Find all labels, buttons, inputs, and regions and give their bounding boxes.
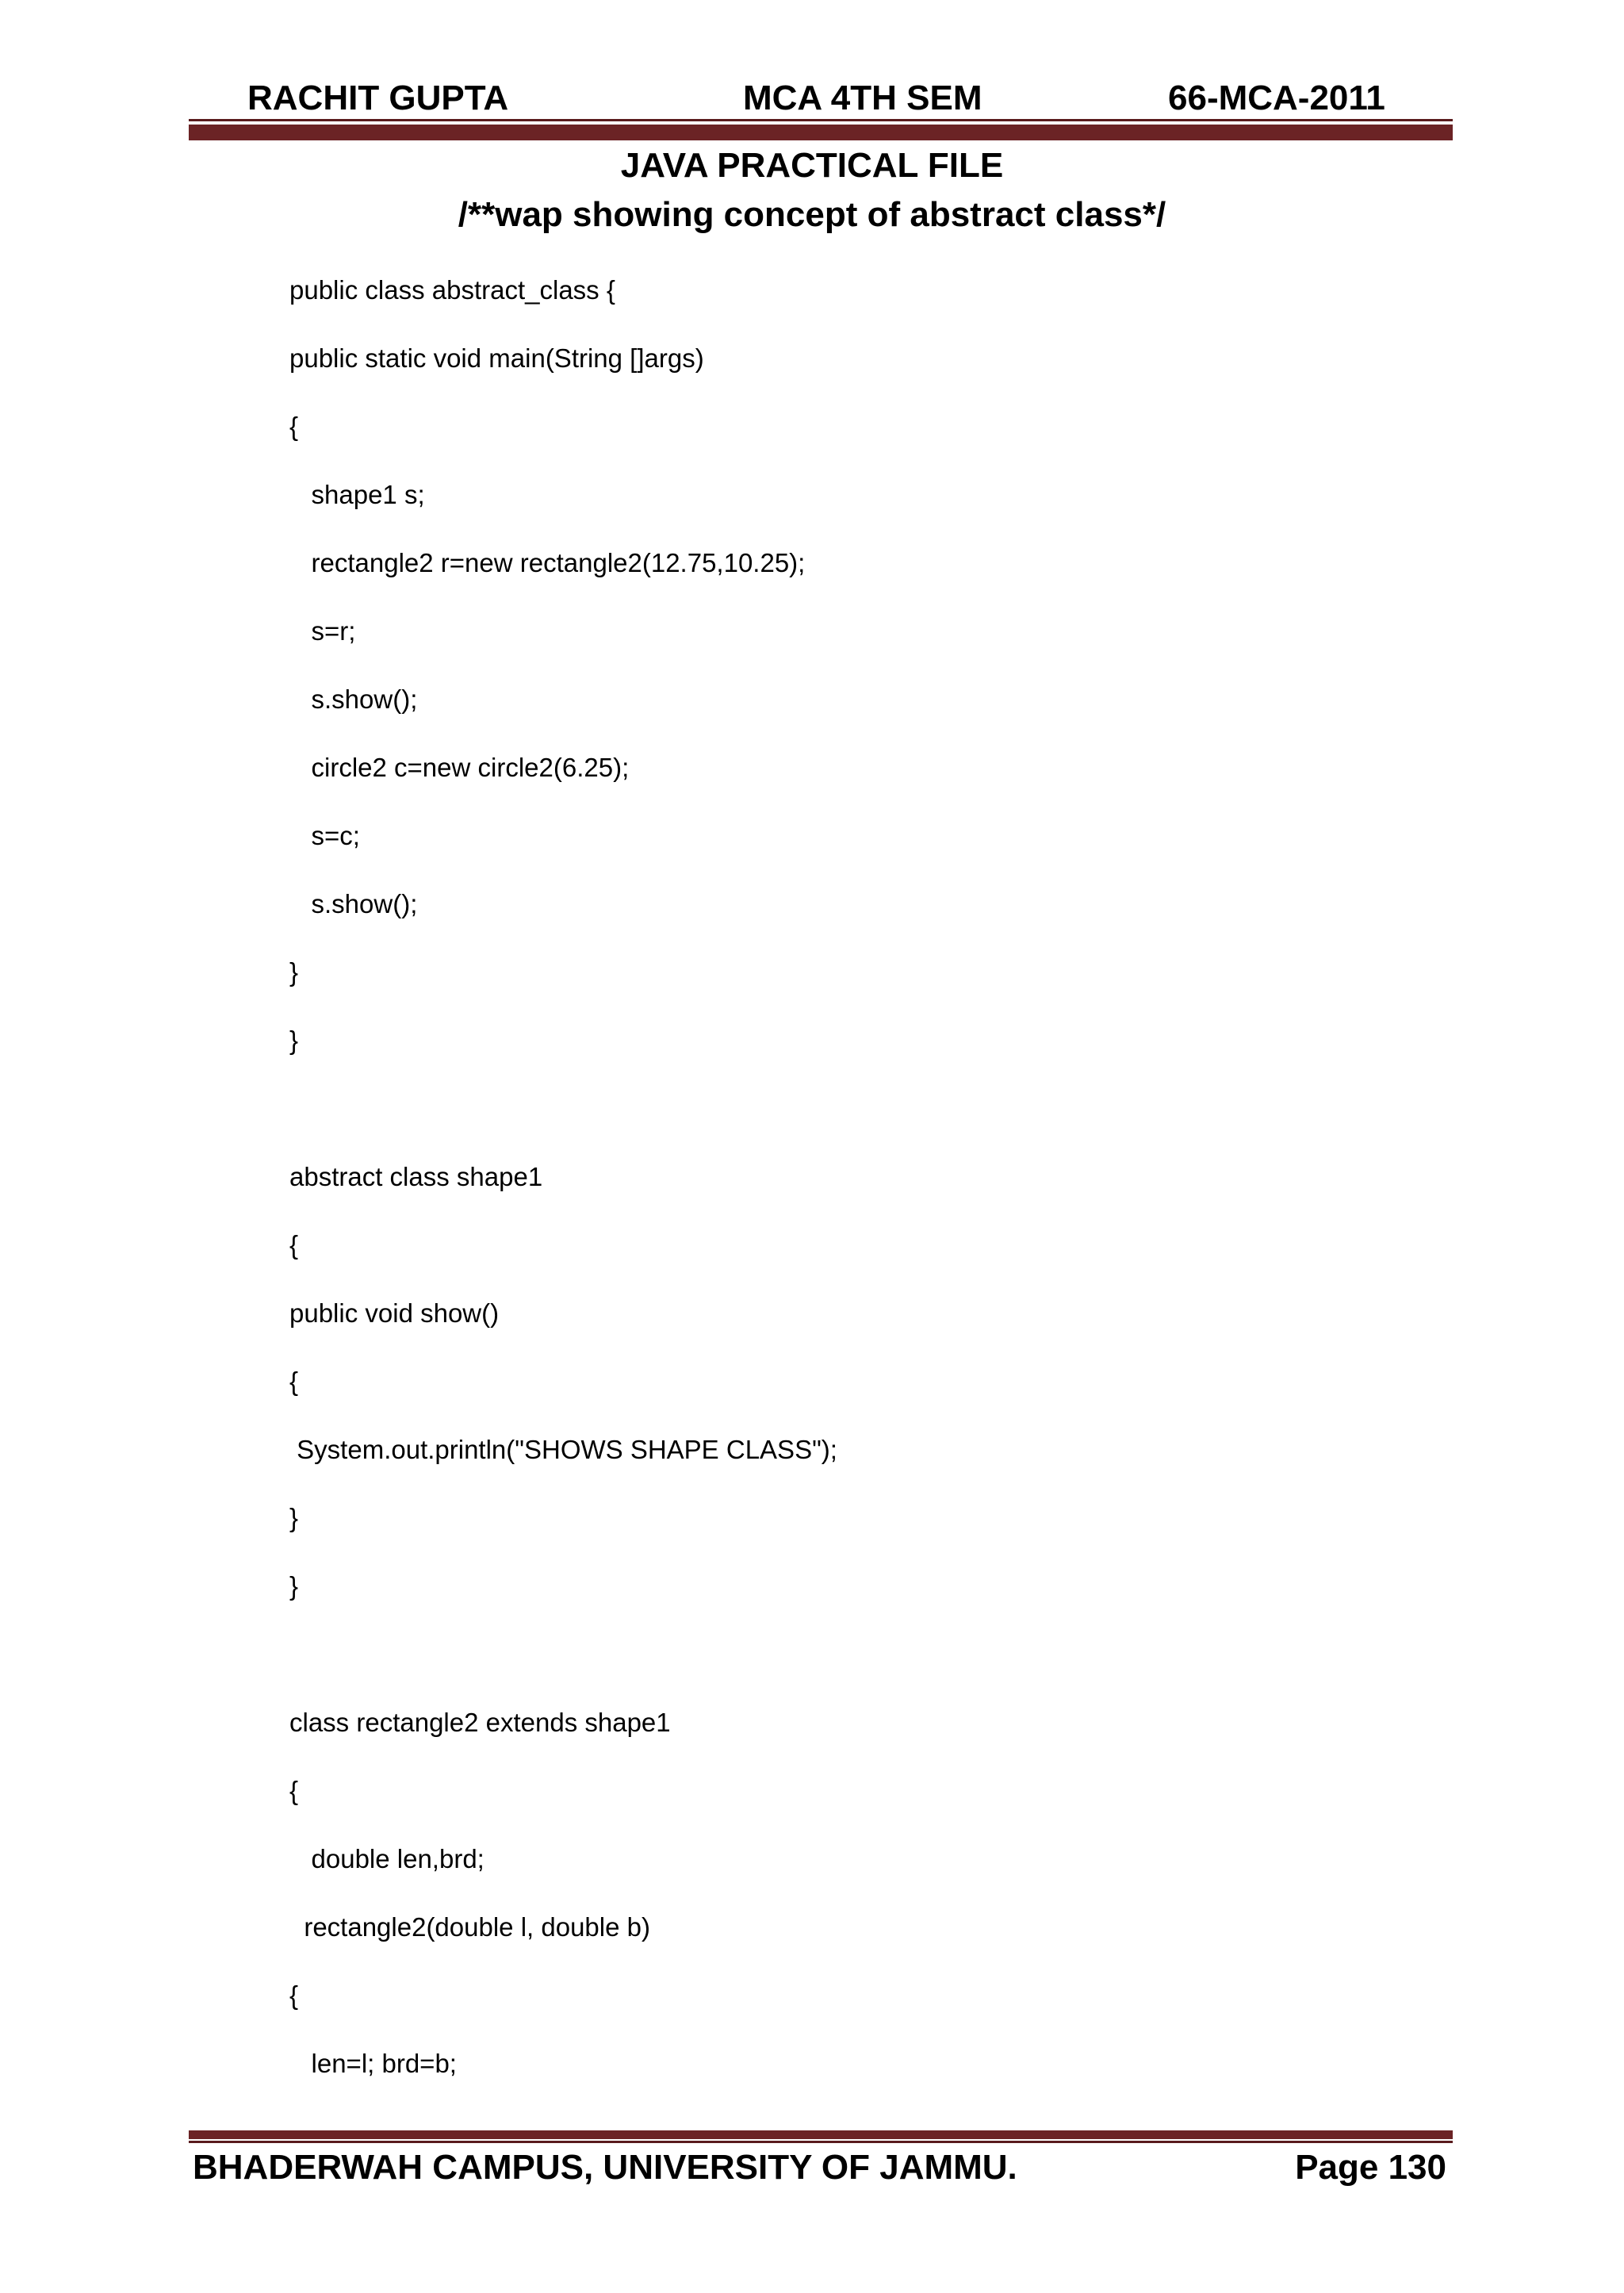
code-line: } xyxy=(289,957,299,987)
code-line: s.show(); xyxy=(289,684,418,714)
footer-rule-thick xyxy=(189,2130,1453,2139)
code-line: s=r; xyxy=(289,616,356,646)
code-line: } xyxy=(289,1503,299,1532)
code-line: s.show(); xyxy=(289,889,418,918)
code-line: rectangle2(double l, double b) xyxy=(289,1912,650,1942)
code-line: { xyxy=(289,1980,299,2010)
code-line: } xyxy=(289,1026,299,1055)
code-line: public void show() xyxy=(289,1298,500,1328)
code-line: public class abstract_class { xyxy=(289,275,615,305)
code-line: shape1 s; xyxy=(289,480,425,509)
code-line: circle2 c=new circle2(6.25); xyxy=(289,753,630,782)
code-line: public static void main(String []args) xyxy=(289,343,704,373)
code-line xyxy=(289,1087,837,1155)
code-line: { xyxy=(289,1776,299,1805)
header-roll-number: 66-MCA-2011 xyxy=(1168,79,1385,117)
code-line: { xyxy=(289,1230,299,1260)
code-line: { xyxy=(289,1367,299,1396)
header-author-name: RACHIT GUPTA xyxy=(247,79,509,117)
code-line: abstract class shape1 xyxy=(289,1162,543,1191)
code-line: } xyxy=(289,1571,299,1601)
code-line: System.out.println("SHOWS SHAPE CLASS"); xyxy=(289,1435,837,1464)
code-line: class rectangle2 extends shape1 xyxy=(289,1708,671,1737)
code-line: { xyxy=(289,412,299,441)
code-line: double len,brd; xyxy=(289,1844,485,1873)
code-line: rectangle2 r=new rectangle2(12.75,10.25); xyxy=(289,548,806,577)
file-title: JAVA PRACTICAL FILE xyxy=(620,146,1004,185)
code-line: len=l; brd=b; xyxy=(289,2049,457,2078)
code-line xyxy=(289,1632,837,1701)
header-semester: MCA 4TH SEM xyxy=(743,79,982,117)
footer-rule-thin xyxy=(189,2141,1453,2143)
footer-campus: BHADERWAH CAMPUS, UNIVERSITY OF JAMMU. xyxy=(193,2148,1017,2187)
header-rule-thin xyxy=(189,119,1453,121)
program-title: /**wap showing concept of abstract class*/ xyxy=(458,195,1166,234)
header-rule-thick xyxy=(189,125,1453,140)
footer-page-number: Page 130 xyxy=(1295,2148,1446,2187)
code-listing xyxy=(289,268,837,2110)
code-line: s=c; xyxy=(289,821,360,850)
